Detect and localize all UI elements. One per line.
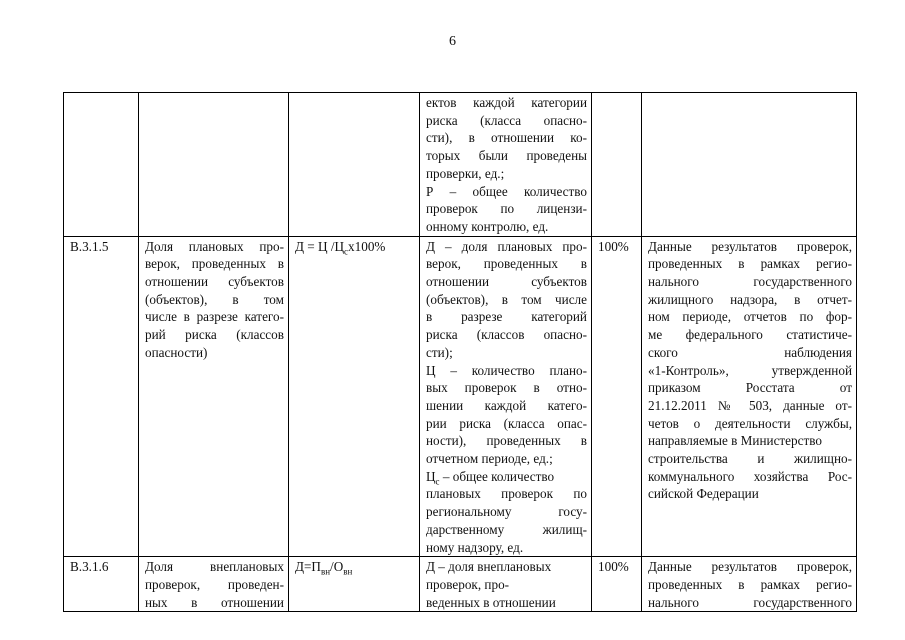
description-line: (объектов), в том числе xyxy=(426,291,587,307)
formula-mid: /О xyxy=(330,559,344,575)
variable-symbol: Ц xyxy=(426,468,436,484)
formula-subscript: вн xyxy=(343,566,353,577)
source-line: проведенных в рамках регио- xyxy=(648,576,852,592)
code-cell xyxy=(64,236,139,557)
formula-cell xyxy=(289,236,420,557)
name-line: Доля внеплановых xyxy=(145,559,284,575)
description-cell xyxy=(420,93,592,237)
indicators-table xyxy=(63,92,857,612)
source-line: ме федерального статистиче- xyxy=(648,327,852,343)
description-line: проверок, про- xyxy=(426,576,510,592)
description-line: проверок по лицензи- xyxy=(426,201,587,217)
description-line: отношении субъектов xyxy=(426,274,587,290)
description-cell xyxy=(420,557,592,612)
formula-subscript: с xyxy=(344,246,349,257)
variable-subscript: с xyxy=(435,476,440,487)
indicator-code: В.3.1.6 xyxy=(70,559,109,575)
target-cell xyxy=(592,557,642,612)
description-line: шении каждой катего- xyxy=(426,397,587,413)
name-line: ных в отношении xyxy=(145,594,284,610)
name-line: проверок, проведен- xyxy=(145,576,284,592)
source-line: сийской Федерации xyxy=(648,486,759,502)
description-line: верок, проведенных в xyxy=(426,256,587,272)
source-cell xyxy=(642,557,857,612)
description-line: сти), в отношении ко- xyxy=(426,130,587,146)
source-line: 21.12.2011 № 503, данные от- xyxy=(648,397,852,413)
formula-subscript: вн xyxy=(320,566,331,577)
source-line: проведенных в рамках регио- xyxy=(648,256,852,272)
source-cell xyxy=(642,93,857,237)
source-line: приказом Росстата от xyxy=(648,380,852,396)
description-line: Д – доля плановых про- xyxy=(426,238,587,254)
target-cell xyxy=(592,93,642,237)
source-line: Данные результатов проверок, xyxy=(648,559,852,575)
formula-cell xyxy=(289,93,420,237)
description-line: Ц – количество плано- xyxy=(426,362,587,378)
variable-definition: – общее количество xyxy=(439,468,555,484)
source-line: нального государственного xyxy=(648,594,852,610)
name-line: Доля плановых про- xyxy=(145,238,284,254)
source-line: ном периоде, отчетов по фор- xyxy=(648,309,852,325)
target-value: 100% xyxy=(598,559,629,575)
source-line: строительства и жилищно- xyxy=(648,451,852,467)
description-line: региональному госу- xyxy=(426,504,587,520)
page-number: 6 xyxy=(449,34,456,49)
description-line: сти); xyxy=(426,344,453,360)
description-line: плановых проверок по xyxy=(426,486,587,502)
source-cell xyxy=(642,236,857,557)
description-line: Д – доля внеплановых xyxy=(426,559,552,575)
name-line: (объектов), в том xyxy=(145,291,284,307)
source-line: Данные результатов проверок, xyxy=(648,238,852,254)
name-line: отношении субъектов xyxy=(145,274,284,290)
target-value: 100% xyxy=(598,238,629,254)
description-line: торых были проведены xyxy=(426,148,587,164)
description-line: проверки, ед.; xyxy=(426,165,505,181)
name-line: опасности) xyxy=(145,344,208,360)
description-line xyxy=(426,468,587,486)
source-line: коммунального хозяйства Рос- xyxy=(648,468,852,484)
indicator-code: В.3.1.5 xyxy=(70,238,109,254)
name-cell xyxy=(139,236,289,557)
source-line: нального государственного xyxy=(648,274,852,290)
name-line: верок, проведенных в xyxy=(145,256,284,272)
source-line: «1-Контроль», утвержденной xyxy=(648,362,852,378)
description-line: веденных в отношении xyxy=(426,594,556,610)
formula-suffix: х100% xyxy=(348,238,386,254)
source-line: ского наблюдения xyxy=(648,344,852,360)
source-line: жилищного надзора, в отчет- xyxy=(648,291,852,307)
description-line: онному контролю, ед. xyxy=(426,218,549,234)
source-line: четов о деятельности службы, xyxy=(648,415,852,431)
description-line: вых проверок в отно- xyxy=(426,380,587,396)
description-line: дарственному жилищ- xyxy=(426,521,587,537)
name-cell xyxy=(139,93,289,237)
description-line: в разрезе категорий xyxy=(426,309,587,325)
description-line: ектов каждой категории xyxy=(426,95,587,110)
description-line: ному надзору, ед. xyxy=(426,539,524,555)
formula-prefix: Д = Ц /Ц xyxy=(295,238,345,254)
description-line: риска (классов опасно- xyxy=(426,327,587,343)
table-row xyxy=(64,236,857,557)
description-line: отчетном периоде, ед.; xyxy=(426,451,553,467)
description-line: Р – общее количество xyxy=(426,183,587,199)
name-line: рий риска (классов xyxy=(145,327,284,343)
name-line: числе в разрезе катего- xyxy=(145,309,284,325)
code-cell xyxy=(64,93,139,237)
code-cell xyxy=(64,557,139,612)
name-cell xyxy=(139,557,289,612)
description-line: риска (класса опасно- xyxy=(426,112,587,128)
target-cell xyxy=(592,236,642,557)
description-line: рии риска (класса опас- xyxy=(426,415,587,431)
formula-prefix: Д=П xyxy=(295,559,321,575)
description-line: ности), проведенных в xyxy=(426,433,587,449)
source-line: направляемые в Министерство xyxy=(648,433,822,449)
description-cell xyxy=(420,236,592,557)
table-row xyxy=(64,93,857,237)
table-row xyxy=(64,557,857,612)
formula-cell xyxy=(289,557,420,612)
